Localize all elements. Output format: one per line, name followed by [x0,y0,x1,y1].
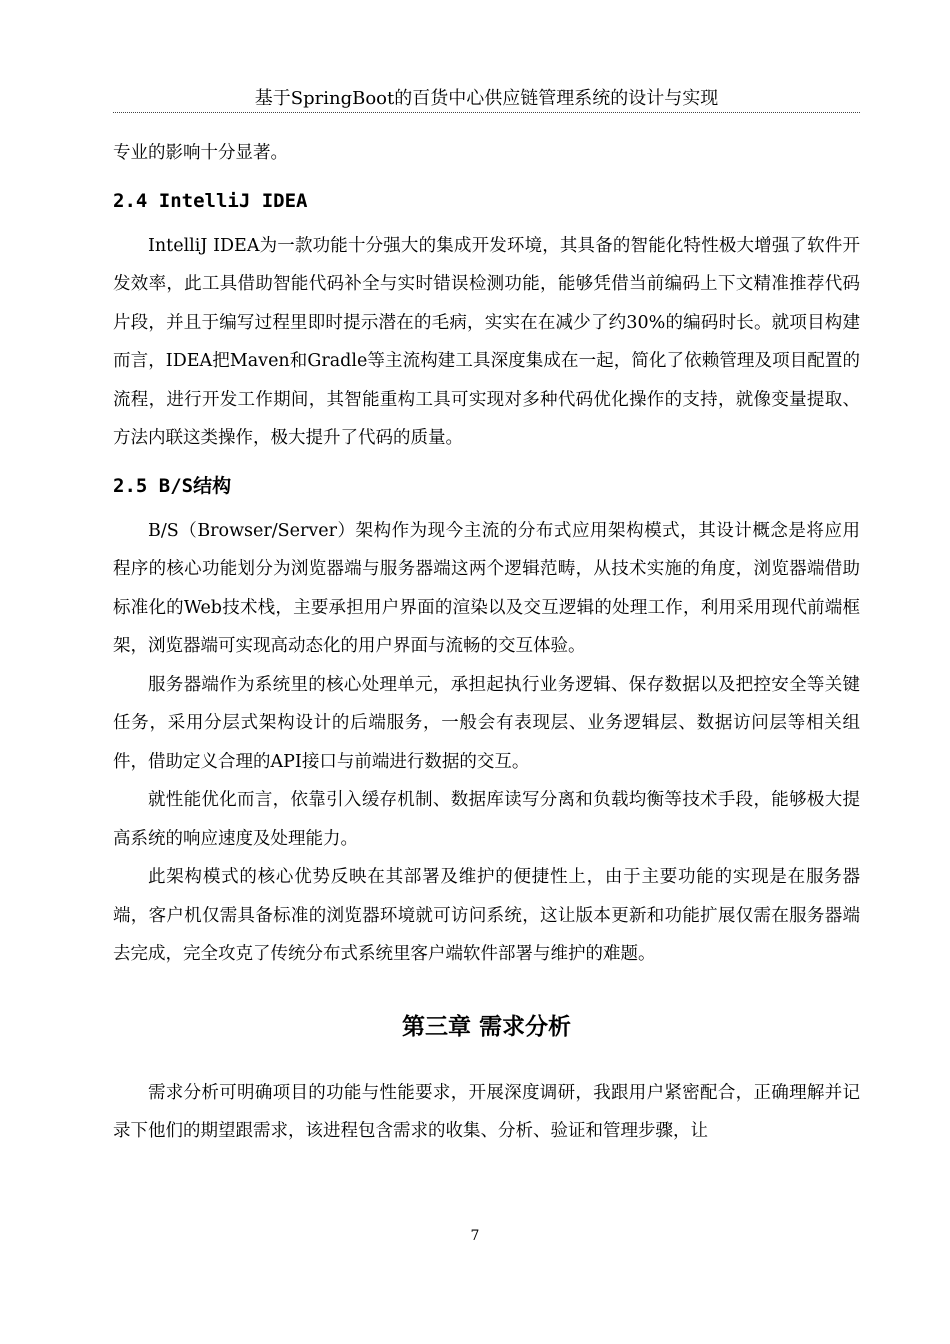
running-header: 基于SpringBoot的百货中心供应链管理系统的设计与实现 [113,88,860,113]
paragraph-continuation: 专业的影响十分显著。 [113,143,288,163]
paragraph-performance: 就性能优化而言，依靠引入缓存机制、数据库读写分离和负载均衡等技术手段，能够极大提高系统的响应速度及处理能力。 [113,790,860,849]
section-heading-2-5: 2.5 B/S结构 [113,474,232,497]
page-body [113,134,860,1151]
section-heading-2-4: 2.4 IntelliJ IDEA [113,189,308,212]
chapter-heading-3: 第三章 需求分析 [401,1013,571,1040]
paragraph-intellij: IntelliJ IDEA为一款功能十分强大的集成开发环境，其具备的智能化特性极大增强了软件开发效率，此工具借助智能代码补全与实时错误检测功能，能够凭借当前编码上下文精准推荐代码片段，并且于编写过程里即时提示潜在的毛病，实实在在减少了约30%的编码时长。就项目构建而言，IDEA把Maven和Gradle等主流构建工具深度集成在一起，简化了依赖管理及项目配置的流程，进行开发工作期间，其智能重构工具可实现对多种代码优化操作的支持，就像变量提取、方法内联这类操作，极大提升了代码的质量。 [113,235,860,448]
paragraph-server-side: 服务器端作为系统里的核心处理单元，承担起执行业务逻辑、保存数据以及把控安全等关键任务，采用分层式架构设计的后端服务，一般会有表现层、业务逻辑层、数据访问层等相关组件，借助定义合理的API接口与前端进行数据的交互。 [113,674,860,772]
paragraph-bs-architecture: B/S（Browser/Server）架构作为现今主流的分布式应用架构模式，其设计概念是将应用程序的核心功能划分为浏览器端与服务器端这两个逻辑范畴，从技术实施的角度，浏览器端借助标准化的Web技术栈，主要承担用户界面的渲染以及交互逻辑的处理工作，利用采用现代前端框架，浏览器端可实现高动态化的用户界面与流畅的交互体验。 [113,520,860,656]
paragraph-advantages: 此架构模式的核心优势反映在其部署及维护的便捷性上，由于主要功能的实现是在服务器端，客户机仅需具备标准的浏览器环境就可访问系统，这让版本更新和功能扩展仅需在服务器端去完成，完全攻克了传统分布式系统里客户端软件部署与维护的难题。 [113,867,860,964]
paragraph-requirements-intro: 需求分析可明确项目的功能与性能要求，开展深度调研，我跟用户紧密配合，正确理解并记录下他们的期望跟需求，该进程包含需求的收集、分析、验证和管理步骤，让 [113,1082,860,1141]
page-number: 7 [470,1228,480,1244]
